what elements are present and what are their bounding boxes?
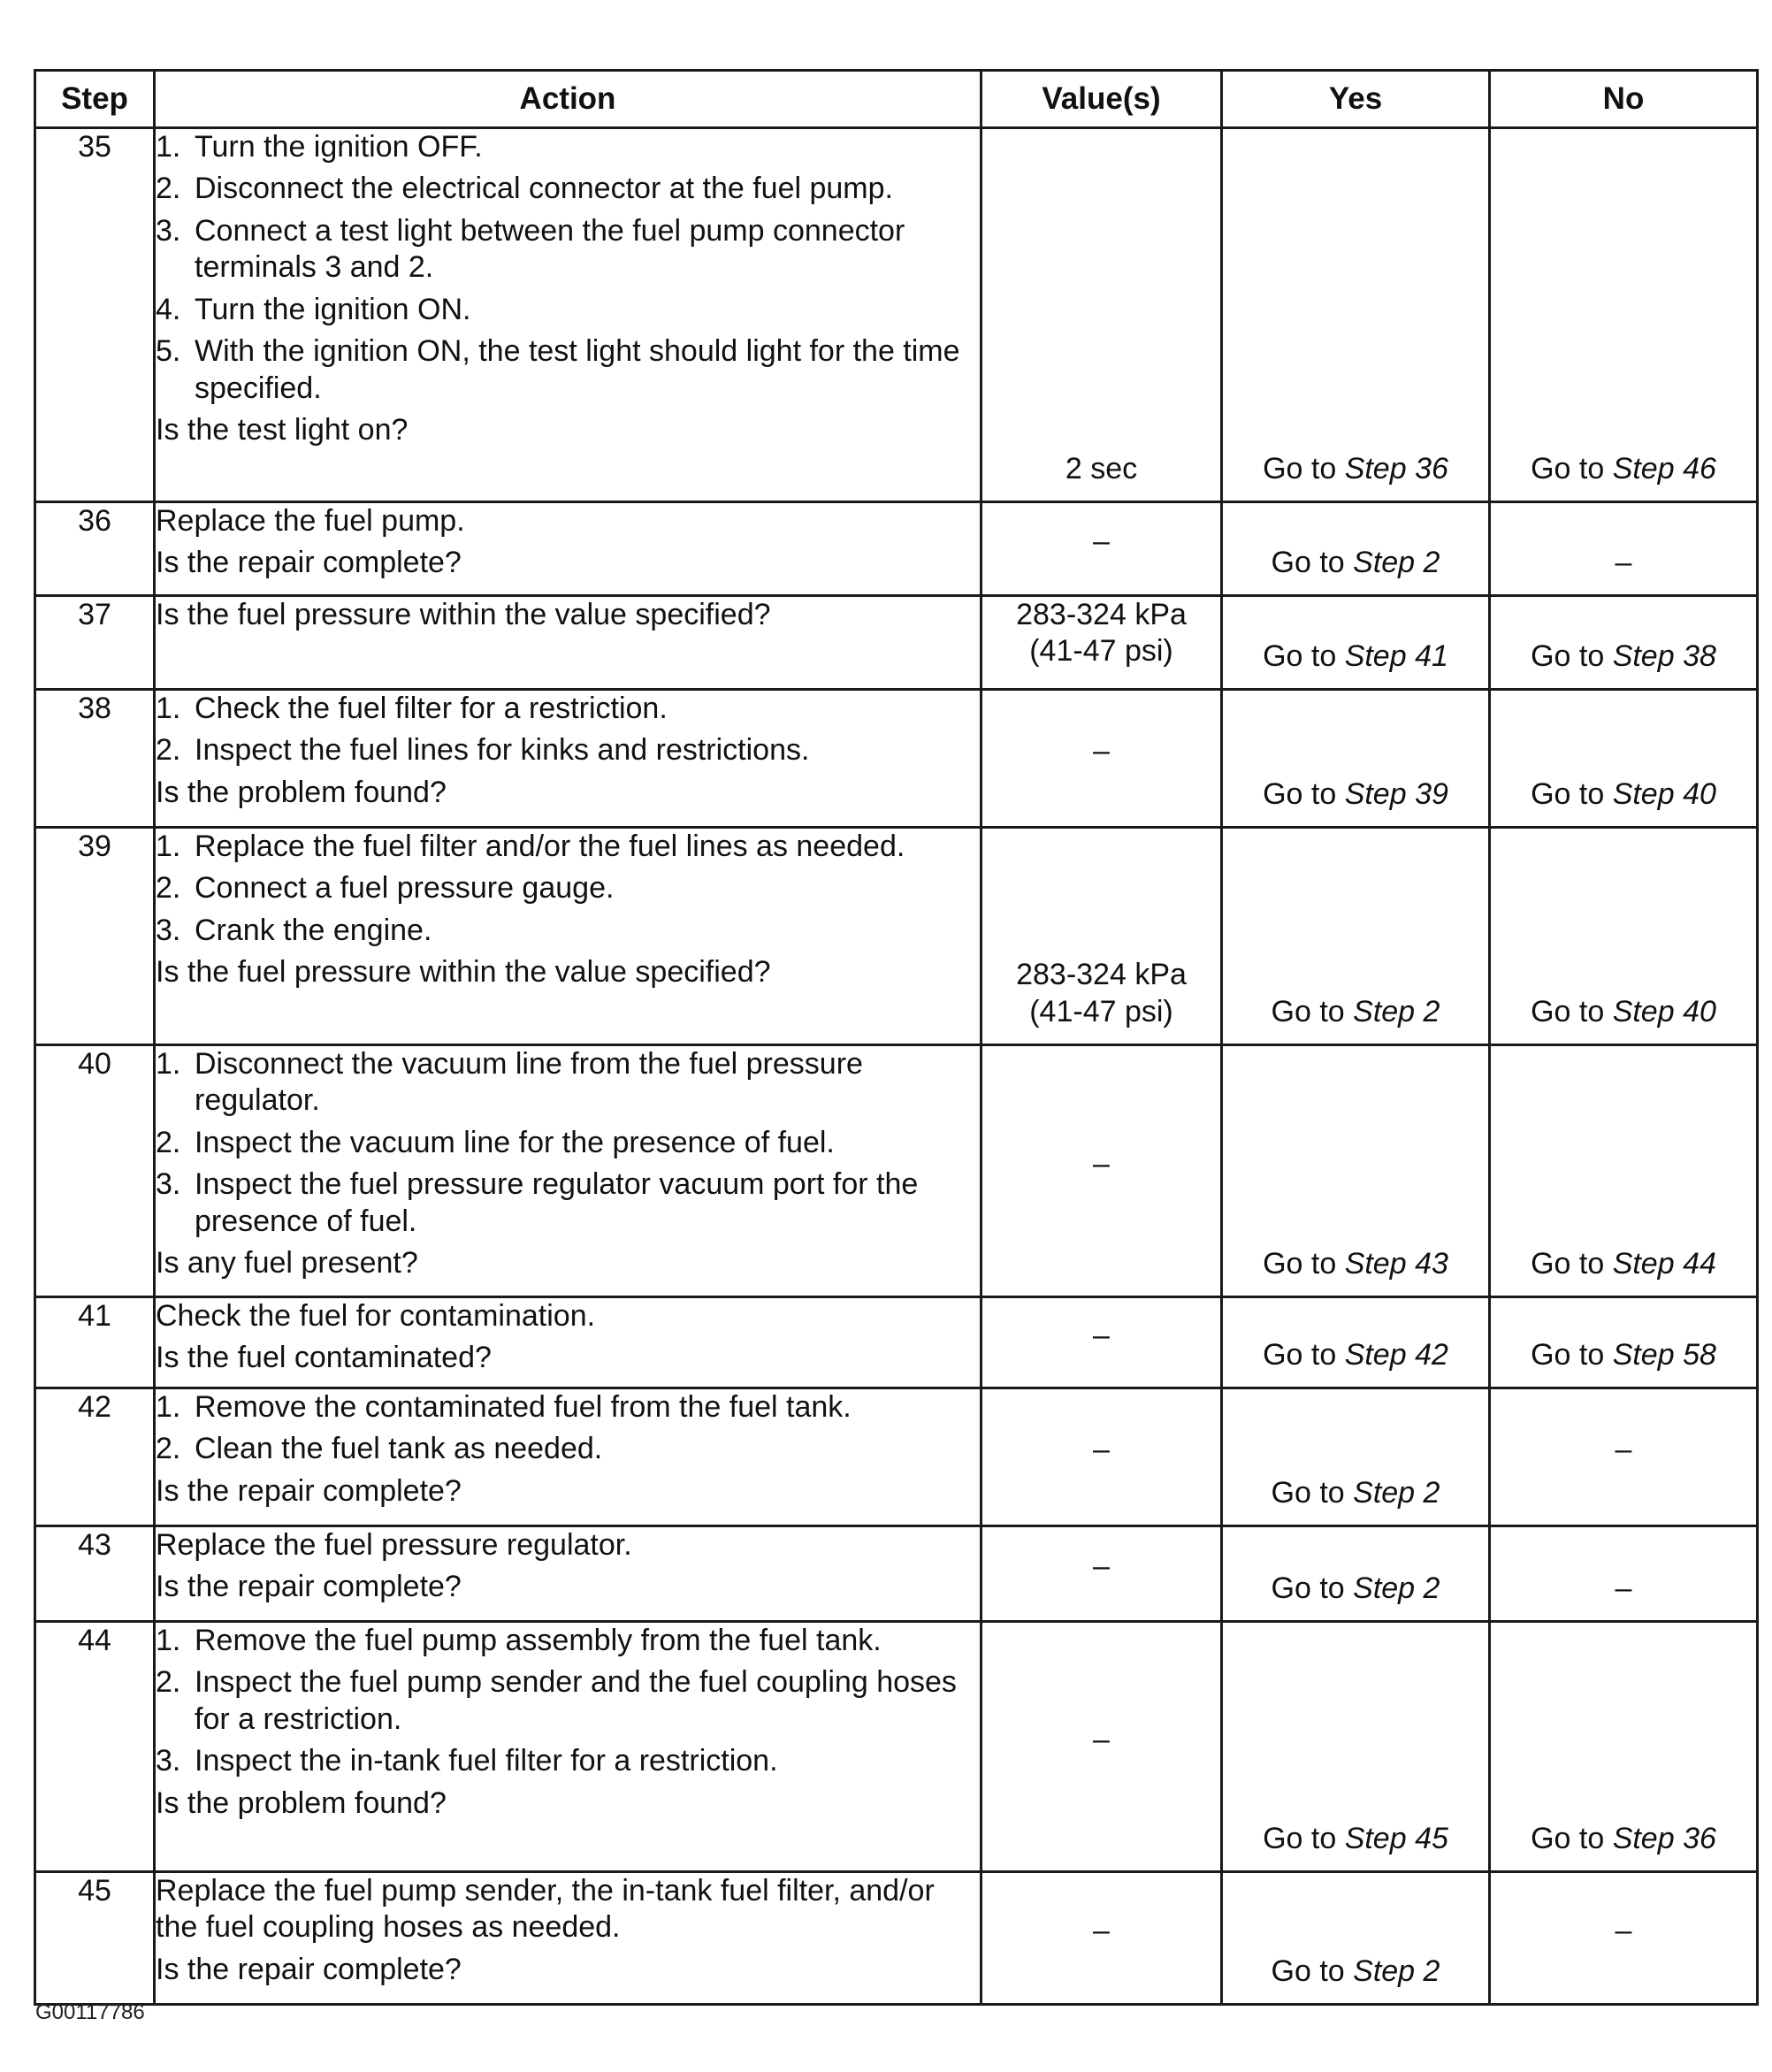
action-question: Is any fuel present? bbox=[156, 1246, 418, 1281]
no-result bbox=[1491, 1337, 1756, 1373]
no-cell-box bbox=[1491, 1046, 1756, 1282]
table-row bbox=[35, 1297, 1758, 1388]
action-step-number: 3. bbox=[156, 913, 181, 947]
action-cell bbox=[155, 1526, 981, 1622]
action-step-text: Connect a fuel pressure gauge. bbox=[195, 871, 615, 906]
table-body bbox=[35, 128, 1758, 2005]
no-cell-box bbox=[1491, 691, 1756, 813]
goto-step-target: Step 45 bbox=[1344, 1821, 1448, 1855]
action-step bbox=[156, 732, 980, 768]
yes-cell-box bbox=[1223, 691, 1488, 813]
goto-prefix: Go to bbox=[1531, 451, 1613, 486]
table-row bbox=[35, 1872, 1758, 2005]
goto-prefix: Go to bbox=[1263, 638, 1345, 673]
no-cell bbox=[1490, 1622, 1758, 1872]
yes-result bbox=[1223, 1821, 1488, 1857]
step-number: 36 bbox=[35, 502, 155, 596]
table-row bbox=[35, 1622, 1758, 1872]
table-row bbox=[35, 690, 1758, 828]
action-step-number: 3. bbox=[156, 1744, 181, 1778]
action-step-number: 1. bbox=[156, 1047, 181, 1081]
goto-prefix: Go to bbox=[1271, 1475, 1354, 1510]
action-step-number: 1. bbox=[156, 1624, 181, 1657]
action-step bbox=[156, 1431, 980, 1467]
action-step bbox=[156, 129, 980, 165]
yes-result bbox=[1223, 1953, 1488, 1990]
no-cell-box bbox=[1491, 597, 1756, 675]
no-result: – bbox=[1615, 545, 1632, 579]
table-row bbox=[35, 1526, 1758, 1622]
goto-step-target: Step 41 bbox=[1344, 638, 1448, 673]
action-step-number: 2. bbox=[156, 1125, 181, 1159]
action-step-text: Inspect the vacuum line for the presence of fuel. bbox=[195, 1125, 835, 1159]
table-row bbox=[35, 502, 1758, 596]
yes-cell bbox=[1222, 1045, 1490, 1297]
step-number: 41 bbox=[35, 1297, 155, 1388]
value-text: – bbox=[1093, 1433, 1110, 1467]
action-question: Is the test light on? bbox=[156, 413, 409, 447]
no-cell bbox=[1490, 128, 1758, 502]
goto-step-target: Step 2 bbox=[1353, 994, 1440, 1028]
action-step bbox=[156, 1389, 980, 1426]
no-result: – bbox=[1615, 1571, 1632, 1605]
goto-step-target: Step 36 bbox=[1344, 451, 1448, 486]
step-number: 44 bbox=[35, 1622, 155, 1872]
goto-prefix: Go to bbox=[1271, 1571, 1354, 1605]
action-question: Is the repair complete? bbox=[156, 1952, 462, 1986]
action-step bbox=[156, 1623, 980, 1659]
value-cell bbox=[981, 128, 1222, 502]
value-cell bbox=[981, 1622, 1222, 1872]
yes-result bbox=[1223, 638, 1488, 675]
action-step-number: 1. bbox=[156, 130, 181, 164]
action-step-text: Inspect the in-tank fuel filter for a restriction. bbox=[195, 1744, 778, 1778]
no-cell bbox=[1490, 1872, 1758, 2005]
step-number: 42 bbox=[35, 1388, 155, 1526]
action-step-text: Crank the engine. bbox=[195, 913, 432, 947]
header-step: Step bbox=[35, 71, 155, 128]
action-question: Is the repair complete? bbox=[156, 1570, 462, 1604]
yes-cell-box bbox=[1223, 829, 1488, 1030]
action-step-text: Remove the contaminated fuel from the fuel tank. bbox=[195, 1390, 852, 1424]
no-result: – bbox=[1615, 1433, 1632, 1467]
action-cell bbox=[155, 1045, 981, 1297]
value-cell bbox=[981, 1297, 1222, 1388]
value-cell bbox=[981, 502, 1222, 596]
action-step-text: Disconnect the vacuum line from the fuel pressure regulator. bbox=[195, 1047, 863, 1118]
value-text: – bbox=[1093, 1722, 1110, 1756]
value-text: – bbox=[1093, 1318, 1110, 1352]
yes-cell-box bbox=[1223, 1046, 1488, 1282]
value-text: 283-324 kPa bbox=[1016, 598, 1187, 631]
no-cell-box bbox=[1491, 1623, 1756, 1857]
yes-cell-box bbox=[1223, 503, 1488, 581]
no-result bbox=[1491, 638, 1756, 675]
goto-step-target: Step 2 bbox=[1353, 1571, 1440, 1605]
yes-cell bbox=[1222, 596, 1490, 690]
goto-prefix: Go to bbox=[1271, 1953, 1354, 1988]
goto-prefix: Go to bbox=[1263, 776, 1345, 811]
step-number: 38 bbox=[35, 690, 155, 828]
value-text: (41-47 psi) bbox=[1029, 634, 1173, 669]
goto-prefix: Go to bbox=[1531, 776, 1613, 811]
value-text: – bbox=[1093, 524, 1110, 559]
value-box bbox=[982, 1389, 1220, 1511]
no-result bbox=[1491, 451, 1756, 487]
value-box bbox=[982, 1623, 1220, 1857]
action-step-number: 1. bbox=[156, 1390, 181, 1424]
value-text: 283-324 kPa bbox=[1016, 958, 1187, 992]
action-cell bbox=[155, 502, 981, 596]
no-cell-box bbox=[1491, 129, 1756, 487]
goto-step-target: Step 39 bbox=[1344, 776, 1448, 811]
goto-step-target: Step 42 bbox=[1344, 1337, 1448, 1372]
goto-step-target: Step 43 bbox=[1344, 1246, 1448, 1281]
table-row bbox=[35, 596, 1758, 690]
action-cell bbox=[155, 828, 981, 1045]
goto-step-target: Step 36 bbox=[1612, 1821, 1716, 1855]
action-step-number: 1. bbox=[156, 692, 181, 725]
action-step-text: Check the fuel filter for a restriction. bbox=[195, 692, 668, 725]
value-text: (41-47 psi) bbox=[1029, 994, 1173, 1028]
goto-prefix: Go to bbox=[1271, 545, 1354, 579]
goto-step-target: Step 40 bbox=[1612, 776, 1716, 811]
action-question: Is the fuel pressure within the value specified? bbox=[156, 955, 771, 990]
yes-cell-box bbox=[1223, 1298, 1488, 1373]
value-box bbox=[982, 1873, 1220, 1990]
action-question: Is the fuel contaminated? bbox=[156, 1341, 492, 1375]
step-number: 39 bbox=[35, 828, 155, 1045]
diagnostic-page bbox=[34, 69, 1759, 2006]
action-question: Is the problem found? bbox=[156, 1785, 447, 1820]
no-cell-box bbox=[1491, 829, 1756, 1030]
yes-cell bbox=[1222, 1872, 1490, 2005]
table-header-row bbox=[35, 71, 1758, 128]
action-cell bbox=[155, 596, 981, 690]
goto-step-target: Step 38 bbox=[1612, 638, 1716, 673]
yes-cell-box bbox=[1223, 1389, 1488, 1511]
yes-cell-box bbox=[1223, 1623, 1488, 1857]
no-cell-box bbox=[1491, 1298, 1756, 1373]
action-step-number: 2. bbox=[156, 733, 181, 768]
yes-result bbox=[1223, 451, 1488, 487]
action-step bbox=[156, 1743, 980, 1779]
diagnostic-table bbox=[34, 69, 1759, 2006]
value-text: 2 sec bbox=[1065, 451, 1138, 486]
action-text: Replace the fuel pressure regulator. bbox=[156, 1528, 632, 1562]
action-step-number: 4. bbox=[156, 292, 181, 326]
value-box bbox=[982, 597, 1220, 675]
action-text: Check the fuel for contamination. bbox=[156, 1299, 596, 1333]
goto-step-target: Step 46 bbox=[1612, 451, 1716, 486]
value-cell bbox=[981, 828, 1222, 1045]
value-cell bbox=[981, 690, 1222, 828]
action-step-number: 2. bbox=[156, 172, 181, 206]
no-cell-box bbox=[1491, 1389, 1756, 1511]
action-step bbox=[156, 292, 980, 328]
action-step-number: 2. bbox=[156, 871, 181, 906]
step-number: 40 bbox=[35, 1045, 155, 1297]
action-step-text: Clean the fuel tank as needed. bbox=[195, 1432, 603, 1466]
no-result bbox=[1491, 1821, 1756, 1857]
action-step bbox=[156, 691, 980, 727]
no-cell bbox=[1490, 828, 1758, 1045]
action-step-text: Turn the ignition OFF. bbox=[195, 130, 483, 164]
yes-result bbox=[1223, 1475, 1488, 1511]
yes-cell bbox=[1222, 128, 1490, 502]
goto-prefix: Go to bbox=[1531, 1337, 1613, 1372]
goto-prefix: Go to bbox=[1531, 1821, 1613, 1855]
value-cell bbox=[981, 1526, 1222, 1622]
yes-cell bbox=[1222, 1388, 1490, 1526]
value-box bbox=[982, 829, 1220, 1030]
yes-cell bbox=[1222, 1526, 1490, 1622]
goto-prefix: Go to bbox=[1263, 1821, 1345, 1855]
action-step-text: Inspect the fuel pressure regulator vacuum port for the presence of fuel. bbox=[195, 1167, 919, 1238]
yes-result bbox=[1223, 1246, 1488, 1282]
goto-step-target: Step 40 bbox=[1612, 994, 1716, 1028]
no-cell-box bbox=[1491, 1873, 1756, 1990]
goto-step-target: Step 2 bbox=[1353, 545, 1440, 579]
table-row bbox=[35, 128, 1758, 502]
action-text: Replace the fuel pump sender, the in-tank fuel filter, and/or the fuel coupling hoses as needed. bbox=[156, 1874, 935, 1945]
value-cell bbox=[981, 1045, 1222, 1297]
value-text: – bbox=[1093, 1549, 1110, 1584]
action-cell bbox=[155, 1872, 981, 2005]
goto-prefix: Go to bbox=[1531, 1246, 1613, 1281]
action-step bbox=[156, 913, 980, 949]
yes-cell bbox=[1222, 828, 1490, 1045]
action-step bbox=[156, 171, 980, 207]
value-box bbox=[982, 503, 1220, 581]
action-step-text: Connect a test light between the fuel pump connector terminals 3 and 2. bbox=[195, 213, 905, 285]
no-cell bbox=[1490, 1045, 1758, 1297]
goto-prefix: Go to bbox=[1531, 994, 1613, 1028]
action-cell bbox=[155, 1388, 981, 1526]
goto-step-target: Step 2 bbox=[1353, 1475, 1440, 1510]
figure-id: G00117786 bbox=[35, 2000, 145, 2024]
goto-step-target: Step 44 bbox=[1612, 1246, 1716, 1281]
action-question: Is the repair complete? bbox=[156, 546, 462, 580]
action-step bbox=[156, 1664, 980, 1738]
value-box bbox=[982, 129, 1220, 487]
action-question: Is the fuel pressure within the value specified? bbox=[156, 598, 771, 631]
yes-cell-box bbox=[1223, 1873, 1488, 1990]
value-box bbox=[982, 691, 1220, 813]
value-box bbox=[982, 1298, 1220, 1373]
yes-cell-box bbox=[1223, 597, 1488, 675]
action-step-text: Replace the fuel filter and/or the fuel lines as needed. bbox=[195, 830, 905, 863]
goto-step-target: Step 2 bbox=[1353, 1953, 1440, 1988]
action-step-text: Inspect the fuel pump sender and the fuel coupling hoses for a restriction. bbox=[195, 1665, 957, 1736]
yes-result bbox=[1223, 545, 1488, 581]
yes-cell-box bbox=[1223, 129, 1488, 487]
value-text: – bbox=[1093, 734, 1110, 768]
action-step bbox=[156, 1166, 980, 1240]
no-cell bbox=[1490, 690, 1758, 828]
yes-result bbox=[1223, 1337, 1488, 1373]
action-step-text: Remove the fuel pump assembly from the fuel tank. bbox=[195, 1624, 882, 1657]
action-step-text: With the ignition ON, the test light should light for the time specified. bbox=[195, 334, 960, 405]
yes-result bbox=[1223, 994, 1488, 1030]
action-cell bbox=[155, 690, 981, 828]
action-cell bbox=[155, 128, 981, 502]
action-step-number: 2. bbox=[156, 1665, 181, 1700]
value-cell bbox=[981, 596, 1222, 690]
yes-cell bbox=[1222, 502, 1490, 596]
yes-cell bbox=[1222, 1297, 1490, 1388]
goto-step-target: Step 58 bbox=[1612, 1337, 1716, 1372]
value-text: – bbox=[1093, 1146, 1110, 1181]
header-values: Value(s) bbox=[981, 71, 1222, 128]
value-box bbox=[982, 1046, 1220, 1282]
no-cell bbox=[1490, 1297, 1758, 1388]
yes-cell bbox=[1222, 690, 1490, 828]
table-row bbox=[35, 1045, 1758, 1297]
table-row bbox=[35, 828, 1758, 1045]
step-number: 43 bbox=[35, 1526, 155, 1622]
goto-prefix: Go to bbox=[1531, 638, 1613, 673]
action-step-number: 3. bbox=[156, 1167, 181, 1202]
action-cell bbox=[155, 1622, 981, 1872]
action-step-number: 2. bbox=[156, 1432, 181, 1466]
action-step-text: Turn the ignition ON. bbox=[195, 292, 471, 326]
no-cell-box bbox=[1491, 1527, 1756, 1607]
action-step bbox=[156, 213, 980, 287]
action-step bbox=[156, 870, 980, 906]
goto-prefix: Go to bbox=[1263, 1246, 1345, 1281]
no-cell-box bbox=[1491, 503, 1756, 581]
action-step bbox=[156, 1046, 980, 1120]
action-question: Is the repair complete? bbox=[156, 1473, 462, 1508]
no-cell bbox=[1490, 502, 1758, 596]
step-number: 37 bbox=[35, 596, 155, 690]
action-cell bbox=[155, 1297, 981, 1388]
action-step bbox=[156, 829, 980, 865]
step-number: 45 bbox=[35, 1872, 155, 2005]
goto-prefix: Go to bbox=[1271, 994, 1354, 1028]
no-cell bbox=[1490, 596, 1758, 690]
value-text: – bbox=[1093, 1914, 1110, 1948]
goto-prefix: Go to bbox=[1263, 451, 1345, 486]
header-action: Action bbox=[155, 71, 981, 128]
action-step-number: 5. bbox=[156, 334, 181, 369]
no-result bbox=[1491, 776, 1756, 813]
yes-cell bbox=[1222, 1622, 1490, 1872]
value-cell bbox=[981, 1388, 1222, 1526]
no-result bbox=[1491, 994, 1756, 1030]
value-cell bbox=[981, 1872, 1222, 2005]
step-number: 35 bbox=[35, 128, 155, 502]
action-step bbox=[156, 1125, 980, 1161]
action-text: Replace the fuel pump. bbox=[156, 504, 465, 538]
no-result: – bbox=[1615, 1914, 1632, 1948]
header-yes: Yes bbox=[1222, 71, 1490, 128]
action-step-number: 1. bbox=[156, 830, 181, 863]
action-step bbox=[156, 333, 980, 407]
yes-result bbox=[1223, 1571, 1488, 1607]
value-box bbox=[982, 1527, 1220, 1607]
no-cell bbox=[1490, 1526, 1758, 1622]
no-cell bbox=[1490, 1388, 1758, 1526]
table-row bbox=[35, 1388, 1758, 1526]
action-step-number: 3. bbox=[156, 213, 181, 248]
yes-cell-box bbox=[1223, 1527, 1488, 1607]
yes-result bbox=[1223, 776, 1488, 813]
no-result bbox=[1491, 1246, 1756, 1282]
header-no: No bbox=[1490, 71, 1758, 128]
action-question: Is the problem found? bbox=[156, 775, 447, 809]
goto-prefix: Go to bbox=[1263, 1337, 1345, 1372]
action-step-text: Disconnect the electrical connector at the fuel pump. bbox=[195, 172, 893, 206]
action-step-text: Inspect the fuel lines for kinks and restrictions. bbox=[195, 733, 810, 768]
